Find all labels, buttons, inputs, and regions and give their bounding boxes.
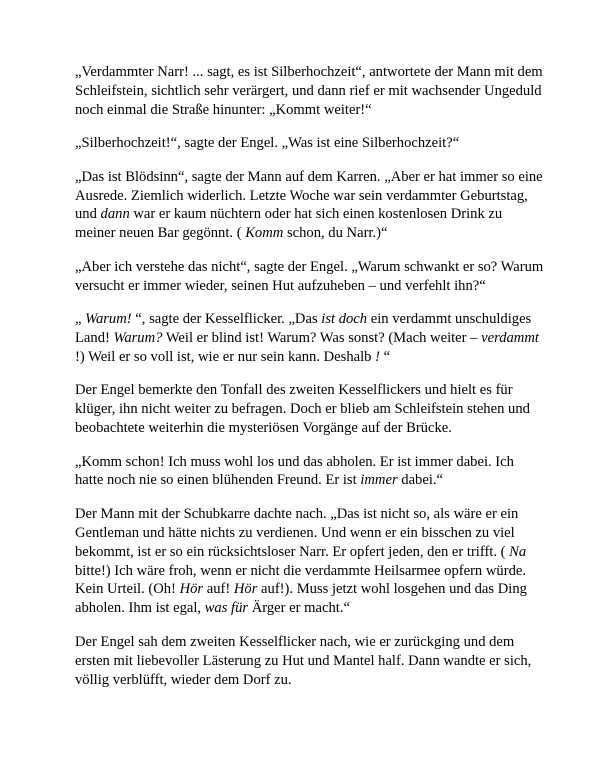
paragraph: [75, 258, 545, 296]
text-run: Weil er blind ist! Warum? Was sonst? (Mach weiter –: [162, 329, 482, 346]
italic-text: Na: [509, 543, 527, 560]
text-run: auf!). Muss jetzt wohl losgehen und das Ding abholen. Ihm ist egal,: [75, 581, 527, 617]
text-run: !) Weil er so voll ist, wie er nur sein kann. Deshalb: [75, 348, 376, 365]
text-run: “, sagte der Kesselflicker. „Das: [131, 311, 322, 328]
text-run: „Aber ich verstehe das nicht“, sagte der Engel. „Warum schwankt er so? Warum versucht er immer wieder, seinen Hut aufzuheben – und verfehlt ihn?“: [75, 258, 544, 294]
paragraph: [75, 63, 545, 120]
italic-text: ist doch: [321, 311, 368, 328]
italic-text: dann: [100, 206, 130, 223]
text-run: Der Engel sah dem zweiten Kesselflicker nach, wie er zurückging und dem ersten mit liebevoller Lästerung zu Hut und Mantel half. Dann wandte er sich, völlig verblüfft, wieder dem Dorf zu.: [75, 633, 532, 688]
text-run: „: [75, 311, 86, 328]
text-run: “: [379, 348, 391, 365]
italic-text: Warum?: [113, 329, 163, 346]
paragraph: [75, 381, 545, 438]
text-run: „Verdammter Narr! ... sagt, es ist Silberhochzeit“, antwortete der Mann mit dem Schleifstein, sichtlich sehr verärgert, und dann rief er mit wachsender Ungeduld noch einmal die Straße hinunter: „Kommt weiter!“: [75, 64, 543, 118]
italic-text: immer: [360, 472, 398, 489]
text-run: dabei.“: [397, 472, 444, 489]
text-run: Der Engel bemerkte den Tonfall des zweiten Kesselflickers und hielt es für klüger, ihn nicht weiter zu befragen. Doch er blieb am Schleifstein stehen und beobachtete weiterhin die mysteriösen Vorgänge auf der Brücke.: [75, 382, 530, 437]
italic-text: Komm: [245, 225, 284, 242]
document-page: [75, 63, 545, 704]
italic-text: was für: [204, 600, 249, 617]
paragraph: [75, 310, 545, 367]
text-run: „Silberhochzeit!“, sagte der Engel. „Was ist eine Silberhochzeit?“: [75, 135, 460, 152]
italic-text: !: [375, 348, 380, 365]
text-run: Der Mann mit der Schubkarre dachte nach. „Das ist nicht so, als wäre er ein Gentleman und hätte nichts zu verdienen. Und wenn er ein bisschen zu viel bekommt, ist er so ein rücksichtsloser Narr. Er opfert jeden, den er trifft. (: [75, 505, 519, 560]
italic-text: Hör: [179, 581, 204, 598]
paragraph: [75, 168, 545, 244]
text-run: ein verdammt unschuldiges Land!: [75, 311, 532, 346]
text-run: bitte!) Ich wäre froh, wenn er nicht die verdammte Heilsarmee opfern würde. Kein Urteil. (Oh!: [75, 562, 526, 598]
italic-text: Warum!: [85, 311, 132, 328]
text-run: „Komm schon! Ich muss wohl los und das abholen. Er ist immer dabei. Ich hatte noch nie so einen blühenden Freund. Er ist: [75, 453, 514, 489]
paragraph: [75, 453, 545, 491]
text-run: „Das ist Blödsinn“, sagte der Mann auf dem Karren. „Aber er hat immer so eine Ausrede. Ziemlich widerlich. Letzte Woche war sein verdammter Geburtstag, und: [75, 168, 543, 223]
text-run: Ärger er macht.“: [248, 600, 350, 617]
paragraph: [75, 134, 545, 153]
paragraph: [75, 505, 545, 618]
text-run: schon, du Narr.)“: [283, 225, 388, 242]
text-run: war er kaum nüchtern oder hat sich einen kostenlosen Drink zu meiner neuen Bar gegönnt. (: [75, 206, 503, 242]
text-run: auf!: [203, 581, 234, 598]
italic-text: Hör: [233, 581, 258, 598]
italic-text: verdammt: [481, 329, 539, 346]
paragraph: [75, 633, 545, 690]
